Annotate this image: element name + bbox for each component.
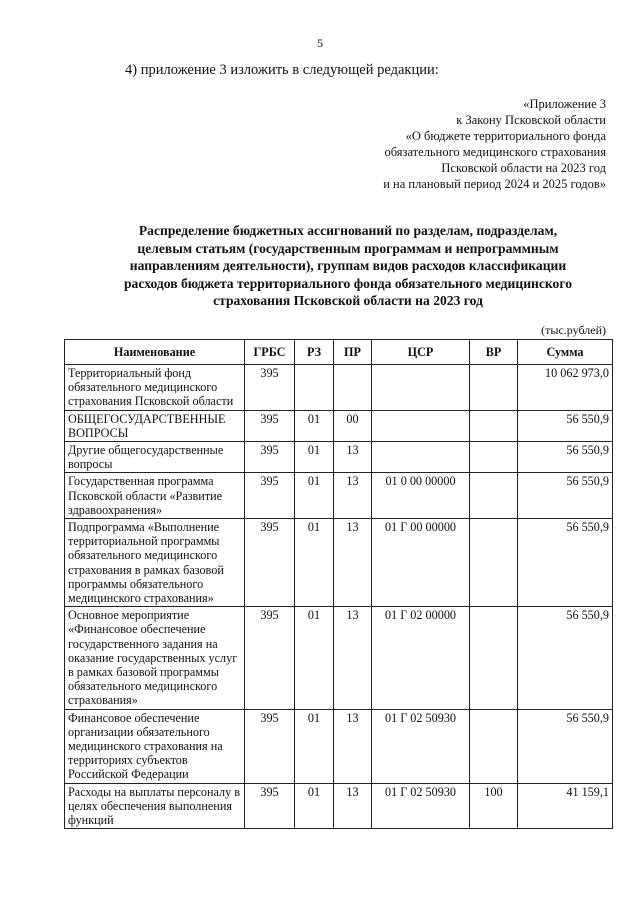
cell-pr: 13 (334, 473, 372, 519)
cell-name: Финансовое обеспечение организации обязательного медицинского страхования на территориях субъектов Российской Федерации (65, 709, 245, 783)
heading-line: Распределение бюджетных ассигнований по разделам, подразделам, (138, 223, 558, 238)
units-label: (тыс.рублей) (541, 323, 606, 337)
appendix-line: «Приложение 3 (523, 97, 606, 111)
appendix-line: к Закону Псковской области (456, 113, 606, 127)
header-sum: Сумма (518, 340, 613, 365)
cell-grbs: 395 (245, 473, 295, 519)
heading-line: целевым статьям (государственным программам и непрограммным (137, 240, 559, 256)
cell-name: Расходы на выплаты персоналу в целях обеспечения выполнения функций (65, 783, 245, 829)
heading-line: страхования Псковской области на 2023 год (213, 293, 483, 308)
table-row (65, 410, 613, 441)
cell-grbs: 395 (245, 783, 295, 829)
table-row (65, 519, 613, 607)
cell-rz (295, 365, 334, 411)
appendix-line: «О бюджете территориального фонда (405, 129, 606, 143)
table-row (65, 365, 613, 411)
cell-sum: 56 550,9 (518, 709, 613, 783)
cell-rz: 01 (295, 607, 334, 709)
intro-text: 4) приложение 3 изложить в следующей редакции: (125, 62, 439, 78)
cell-vr (470, 442, 518, 473)
cell-pr: 13 (334, 519, 372, 607)
table-header-row (65, 340, 613, 365)
header-vr: ВР (470, 340, 518, 365)
cell-vr (470, 519, 518, 607)
cell-pr: 13 (334, 709, 372, 783)
heading-line: расходов бюджета территориального фонда обязательного медицинского (124, 275, 572, 291)
cell-name: Территориальный фонд обязательного медицинского страхования Псковской области (65, 365, 245, 411)
appendix-line: и на плановый период 2024 и 2025 годов» (383, 177, 606, 191)
budget-table (64, 339, 613, 829)
cell-rz: 01 (295, 410, 334, 441)
cell-rz: 01 (295, 473, 334, 519)
table-row (65, 783, 613, 829)
header-pr: ПР (334, 340, 372, 365)
appendix-line: обязательного медицинского страхования (384, 145, 606, 159)
table-row (65, 473, 613, 519)
header-name: Наименование (65, 340, 245, 365)
heading-line: направлениям деятельности), группам видов расходов классификации (129, 258, 567, 273)
cell-csr: 01 Г 00 00000 (372, 519, 470, 607)
cell-rz: 01 (295, 783, 334, 829)
cell-sum: 56 550,9 (518, 442, 613, 473)
cell-pr: 13 (334, 442, 372, 473)
table-row (65, 442, 613, 473)
cell-csr (372, 365, 470, 411)
cell-pr (334, 365, 372, 411)
cell-sum: 56 550,9 (518, 519, 613, 607)
header-grbs: ГРБС (245, 340, 295, 365)
cell-pr: 13 (334, 783, 372, 829)
cell-csr: 01 Г 02 50930 (372, 709, 470, 783)
cell-rz: 01 (295, 709, 334, 783)
table-row (65, 607, 613, 709)
cell-name: Другие общегосударственные вопросы (65, 442, 245, 473)
header-csr: ЦСР (372, 340, 470, 365)
cell-vr: 100 (470, 783, 518, 829)
cell-pr: 13 (334, 607, 372, 709)
cell-csr: 01 Г 02 50930 (372, 783, 470, 829)
cell-csr (372, 442, 470, 473)
cell-name: Основное мероприятие «Финансовое обеспечение государственного задания на оказание государственных услуг в рамках базовой программы обязательного медицинского страхования» (65, 607, 245, 709)
table-row (65, 709, 613, 783)
cell-sum: 10 062 973,0 (518, 365, 613, 411)
cell-rz: 01 (295, 442, 334, 473)
cell-vr (470, 709, 518, 783)
cell-rz: 01 (295, 519, 334, 607)
cell-sum: 56 550,9 (518, 607, 613, 709)
cell-grbs: 395 (245, 709, 295, 783)
cell-grbs: 395 (245, 442, 295, 473)
cell-sum: 56 550,9 (518, 410, 613, 441)
cell-grbs: 395 (245, 519, 295, 607)
cell-name: Государственная программа Псковской области «Развитие здравоохранения» (65, 473, 245, 519)
appendix-reference (306, 96, 606, 192)
cell-grbs: 395 (245, 410, 295, 441)
header-rz: РЗ (295, 340, 334, 365)
cell-grbs: 395 (245, 365, 295, 411)
cell-csr (372, 410, 470, 441)
cell-pr: 00 (334, 410, 372, 441)
cell-vr (470, 365, 518, 411)
cell-sum: 56 550,9 (518, 473, 613, 519)
cell-csr: 01 Г 02 00000 (372, 607, 470, 709)
page-number: 5 (317, 36, 323, 50)
appendix-line: Псковской области на 2023 год (441, 161, 606, 175)
cell-sum: 41 159,1 (518, 783, 613, 829)
cell-csr: 01 0 00 00000 (372, 473, 470, 519)
cell-name: Подпрограмма «Выполнение территориальной программы обязательного медицинского страхования в рамках базовой программы обязательного медицинского страхования» (65, 519, 245, 607)
document-heading (80, 222, 616, 310)
cell-grbs: 395 (245, 607, 295, 709)
cell-vr (470, 473, 518, 519)
cell-name: ОБЩЕГОСУДАРСТВЕННЫЕ ВОПРОСЫ (65, 410, 245, 441)
cell-vr (470, 607, 518, 709)
cell-vr (470, 410, 518, 441)
